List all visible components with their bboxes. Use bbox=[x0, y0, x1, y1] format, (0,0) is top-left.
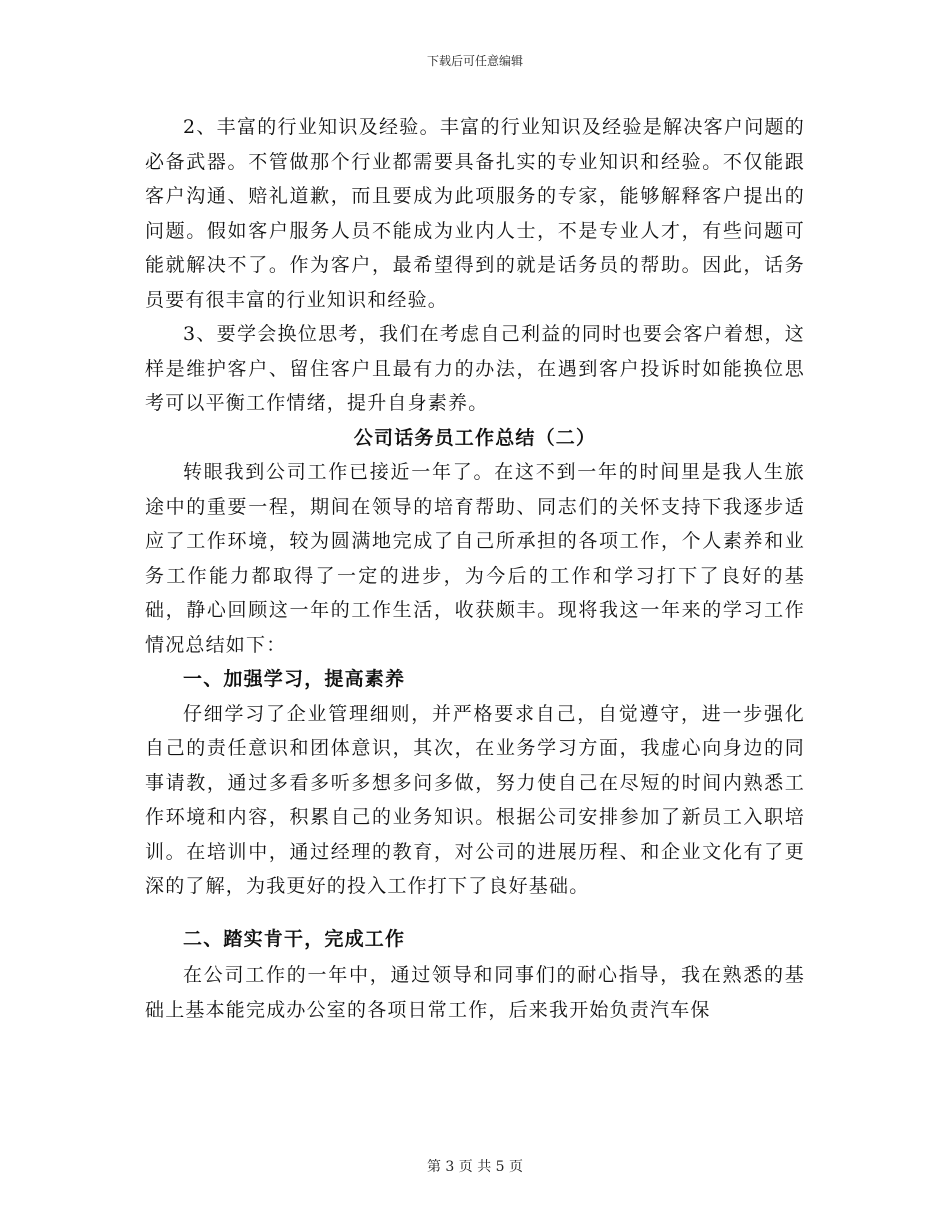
paragraph-intro: 转眼我到公司工作已接近一年了。在这不到一年的时间里是我人生旅途中的重要一程，期间在领导的培育帮助、同志们的关怀支持下我逐步适应了工作环境，较为圆满地完成了自己所承担的各项工作，个人素养和业务工作能力都取得了一定的进步，为今后的工作和学习打下了良好的基础，静心回顾这一年的工作生活，收获颇丰。现将我这一年来的学习工作情况总结如下： bbox=[145, 461, 805, 656]
paragraph-study: 仔细学习了企业管理细则，并严格要求自己，自觉遵守，进一步强化自己的责任意识和团体意识，其次，在业务学习方面，我虚心向身边的同事请教，通过多看多听多想多问多做，努力使自己在尽短的时间内熟悉工作环境和内容，积累自己的业务知识。根据公司安排参加了新员工入职培训。在培训中，通过经理的教育，对公司的进展历程、和企业文化有了更深的了解，为我更好的投入工作打下了良好基础。 bbox=[145, 702, 805, 897]
paragraph-empathy: 3、要学会换位思考，我们在考虑自己利益的同时也要会客户着想，这样是维护客户、留住客户且最有力的办法，在遇到客户投诉时如能换位思考可以平衡工作情绪，提升自身素养。 bbox=[145, 323, 805, 414]
heading-study: 一、加强学习，提高素养 bbox=[183, 668, 406, 690]
heading-work: 二、踏实肯干，完成工作 bbox=[183, 927, 406, 950]
page-header: 下载后可任意编辑 bbox=[426, 54, 523, 68]
paragraph-industry-knowledge: 2、丰富的行业知识及经验。丰富的行业知识及经验是解决客户问题的必备武器。不管做那个行业都需要具备扎实的专业知识和经验。不仅能跟客户沟通、赔礼道歉，而且要成为此项服务的专家，能够解释客户提出的问题。假如客户服务人员不能成为业内人士，不是专业人才，有些问题可能就解决不了。作为客户，最希望得到的就是话务员的帮助。因此，话务员要有很丰富的行业知识和经验。 bbox=[145, 116, 805, 311]
page-footer: 第 3 页 共 5 页 bbox=[426, 1159, 524, 1175]
section-title: 公司话务员工作总结（二） bbox=[353, 426, 597, 449]
document-body bbox=[145, 110, 805, 1027]
paragraph-work: 在公司工作的一年中，通过领导和同事们的耐心指导，我在熟悉的基础上基本能完成办公室的各项日常工作，后来我开始负责汽车保 bbox=[145, 964, 805, 1021]
